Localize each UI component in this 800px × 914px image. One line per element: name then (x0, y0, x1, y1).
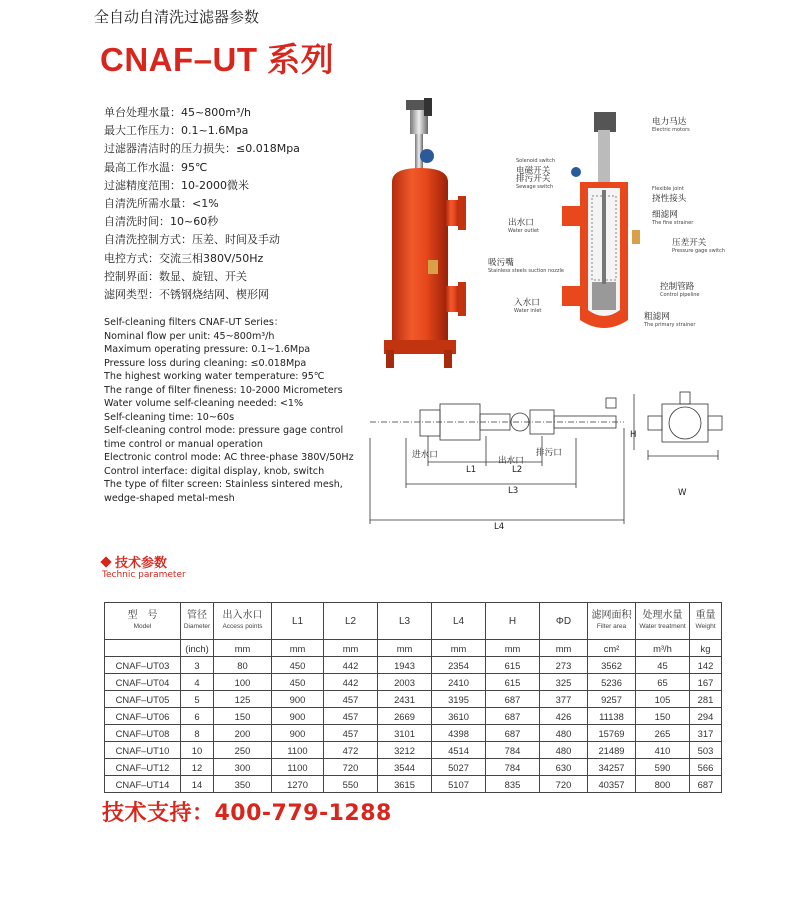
header-label: L1 (291, 615, 304, 627)
table-cell: 3562 (588, 657, 636, 674)
table-cell: 450 (272, 674, 324, 691)
table-header-cell (105, 603, 181, 640)
table-cell: 3615 (378, 776, 432, 793)
page-heading: 全自动自清洗过滤器参数 (94, 8, 260, 26)
table-cell: 3101 (378, 725, 432, 742)
table-cell: 2431 (378, 691, 432, 708)
table-cell: 3195 (432, 691, 486, 708)
table-cell: 550 (324, 776, 378, 793)
table-row (105, 776, 722, 793)
table-cell: 4 (181, 674, 214, 691)
table-header-cell (181, 603, 214, 640)
table-cell: 784 (486, 759, 540, 776)
table-cell: 65 (636, 674, 690, 691)
table-cell: 200 (214, 725, 272, 742)
table-cell: 34257 (588, 759, 636, 776)
table-cell: CNAF–UT14 (105, 776, 181, 793)
table-cell: 835 (486, 776, 540, 793)
spec-line-cn: 自清洗所需水量：<1% (104, 197, 219, 211)
callout-pressure: 压差开关 Pressure gage switch (672, 238, 725, 254)
spec-line-en: The highest working water temperature: 95℃ (104, 371, 325, 382)
unit-cell: mm (540, 640, 588, 657)
table-cell: 3 (181, 657, 214, 674)
series-title: CNAF–UT 系列 (100, 41, 335, 78)
table-cell: 480 (540, 725, 588, 742)
table-cell: 281 (690, 691, 722, 708)
specs-english (104, 316, 384, 505)
unit-cell: mm (378, 640, 432, 657)
spec-line-cn: 最大工作压力：0.1~1.6Mpa (104, 124, 249, 138)
spec-line-cn: 过滤精度范围：10-2000微米 (104, 178, 249, 192)
table-row (105, 657, 722, 674)
spec-line-cn: 电控方式：交流三相380V/50Hz (104, 251, 264, 265)
unit-cell: mm (214, 640, 272, 657)
table-cell: 457 (324, 725, 378, 742)
table-cell: 12 (181, 759, 214, 776)
table-row (105, 708, 722, 725)
table-cell: 615 (486, 674, 540, 691)
table-cell: 105 (636, 691, 690, 708)
spec-line-cn: 滤网类型：不锈钢烧结网、楔形网 (104, 288, 269, 302)
header-label: L2 (344, 615, 357, 627)
table-cell: 687 (690, 776, 722, 793)
header-label: 管径 (187, 610, 207, 621)
spec-line-cn: 单台处理水量：45~800m³/h (104, 106, 252, 119)
table-cell: 457 (324, 708, 378, 725)
callout-solenoid: Solenoid switch 电磁开关 (516, 158, 556, 176)
table-cell: 630 (540, 759, 588, 776)
table-cell: 687 (486, 691, 540, 708)
callout-primary: 粗滤网 The primary strainer (644, 312, 696, 328)
table-row (105, 759, 722, 776)
table-cell: 687 (486, 725, 540, 742)
spec-line-en: Self-cleaning time: 10~60s (104, 411, 235, 423)
dim-inlet-label: 进水口 (412, 450, 438, 460)
table-header-cell (324, 603, 378, 640)
dim-L1: L1 (466, 465, 477, 475)
dimension-drawing (366, 388, 726, 532)
dim-W: W (678, 488, 687, 498)
dim-H: H (630, 430, 637, 440)
callout-sewage: 排污开关 Sewage switch (516, 174, 554, 190)
parameter-table (104, 602, 722, 793)
table-cell: 377 (540, 691, 588, 708)
header-label: 出入水口 (222, 610, 263, 621)
table-row (105, 674, 722, 691)
table-header-cell (214, 603, 272, 640)
table-cell: 167 (690, 674, 722, 691)
table-cell: CNAF–UT12 (105, 759, 181, 776)
table-cell: 720 (540, 776, 588, 793)
filter-cutaway-image (558, 110, 648, 338)
table-cell: 900 (272, 708, 324, 725)
table-cell: 21489 (588, 742, 636, 759)
tech-section-subtitle: Technic parameter (102, 570, 186, 580)
table-cell: 142 (690, 657, 722, 674)
table-cell: 300 (214, 759, 272, 776)
table-header-cell (636, 603, 690, 640)
diamond-icon (100, 556, 111, 567)
dim-drain-label: 排污口 (536, 448, 562, 458)
header-label: H (508, 615, 517, 627)
spec-line-en: wedge-shaped metal-mesh (104, 492, 235, 504)
callout-outlet: 出水口 Water outlet (508, 218, 539, 234)
spec-line-cn: 自清洗控制方式：压差、时间及手动 (104, 233, 280, 247)
unit-cell: mm (432, 640, 486, 657)
spec-line-en: Self-cleaning filters CNAF-UT Series： (104, 317, 284, 328)
table-row (105, 691, 722, 708)
dim-L4: L4 (494, 522, 505, 532)
table-cell: 480 (540, 742, 588, 759)
table-cell: 125 (214, 691, 272, 708)
table-cell: 150 (636, 708, 690, 725)
table-cell: 1943 (378, 657, 432, 674)
spec-line-en: Pressure loss during cleaning: ≤0.018Mpa (104, 357, 307, 369)
spec-line-en: Electronic control mode: AC three-phase 380V/50Hz (104, 452, 354, 463)
unit-cell: (inch) (181, 640, 214, 657)
table-cell: 426 (540, 708, 588, 725)
spec-line-en: Water volume self-cleaning needed: <1% (104, 398, 304, 409)
table-cell: 45 (636, 657, 690, 674)
unit-cell (105, 640, 181, 657)
table-cell: 40357 (588, 776, 636, 793)
spec-line-en: The type of filter screen: Stainless sintered mesh, (104, 479, 343, 490)
unit-cell: kg (690, 640, 722, 657)
table-cell: 10 (181, 742, 214, 759)
table-cell: 14 (181, 776, 214, 793)
table-cell: 503 (690, 742, 722, 759)
spec-line-en: Control interface: digital display, knob, switch (104, 465, 325, 477)
spec-line-cn: 最高工作水温：95℃ (104, 160, 208, 174)
unit-cell: mm (272, 640, 324, 657)
table-cell: 3610 (432, 708, 486, 725)
tech-support-line: 技术支持：400-779-1288 (102, 801, 392, 826)
table-cell: 250 (214, 742, 272, 759)
spec-line-en: The range of filter fineness: 10-2000 Micrometers (104, 384, 343, 396)
table-cell: 1100 (272, 759, 324, 776)
unit-cell: mm (324, 640, 378, 657)
tech-section-title: 技术参数 (102, 552, 167, 571)
header-label: 型 号 (127, 610, 158, 621)
table-cell: 8 (181, 725, 214, 742)
table-cell: 150 (214, 708, 272, 725)
table-cell: 325 (540, 674, 588, 691)
callout-nozzle: 吸污嘴 Stainless steels suction nozzle (488, 258, 564, 274)
spec-line-en: Maximum operating pressure: 0.1~1.6Mpa (104, 344, 311, 355)
table-cell: CNAF–UT04 (105, 674, 181, 691)
table-cell: 410 (636, 742, 690, 759)
table-cell: 5027 (432, 759, 486, 776)
callout-fine: 细滤网 The fine strainer (652, 210, 694, 226)
table-cell: CNAF–UT08 (105, 725, 181, 742)
table-header-cell (378, 603, 432, 640)
table-header-cell (690, 603, 722, 640)
table-cell: 442 (324, 657, 378, 674)
table-cell: CNAF–UT03 (105, 657, 181, 674)
header-sublabel: Access points (222, 623, 263, 630)
table-cell: 294 (690, 708, 722, 725)
table-cell: 2354 (432, 657, 486, 674)
table-cell: 2669 (378, 708, 432, 725)
table-cell: 6 (181, 708, 214, 725)
table-cell: CNAF–UT05 (105, 691, 181, 708)
dim-outlet-label: 出水口 (498, 456, 524, 466)
table-header-cell (540, 603, 588, 640)
table-cell: 2003 (378, 674, 432, 691)
table-cell: 11138 (588, 708, 636, 725)
table-cell: 265 (636, 725, 690, 742)
table-cell: 5107 (432, 776, 486, 793)
table-cell: 1270 (272, 776, 324, 793)
table-units-row (105, 640, 722, 657)
header-label: L4 (452, 615, 465, 627)
table-row (105, 742, 722, 759)
header-sublabel: Filter area (596, 623, 627, 630)
table-cell: 800 (636, 776, 690, 793)
unit-cell: mm (486, 640, 540, 657)
dim-L3: L3 (508, 486, 519, 496)
header-sublabel: Water treatment (639, 623, 686, 630)
table-cell: 457 (324, 691, 378, 708)
table-cell: 590 (636, 759, 690, 776)
table-header-cell (272, 603, 324, 640)
table-cell: CNAF–UT06 (105, 708, 181, 725)
header-label: 滤网面积 (591, 610, 632, 621)
callout-flexible: Flexible joint 挠性接头 (652, 186, 687, 204)
header-label: ΦD (555, 615, 572, 627)
unit-cell: m³/h (636, 640, 690, 657)
table-cell: 3212 (378, 742, 432, 759)
header-label: L3 (398, 615, 411, 627)
table-cell: 900 (272, 691, 324, 708)
header-sublabel: Model (133, 623, 152, 630)
table-cell: 4514 (432, 742, 486, 759)
table-cell: 4398 (432, 725, 486, 742)
header-sublabel: Weight (695, 623, 716, 630)
spec-line-en: time control or manual operation (104, 438, 263, 450)
table-cell: 15769 (588, 725, 636, 742)
spec-line-en: Self-cleaning control mode: pressure gage control (104, 425, 344, 436)
table-cell: 80 (214, 657, 272, 674)
unit-cell: cm² (588, 640, 636, 657)
callout-control: 控制管路 Control pipeline (660, 282, 700, 298)
header-label: 重量 (695, 610, 716, 621)
table-cell: 687 (486, 708, 540, 725)
table-cell: 720 (324, 759, 378, 776)
table-header-cell (432, 603, 486, 640)
header-label: 处理水量 (642, 610, 683, 621)
table-header-cell (588, 603, 636, 640)
table-cell: 100 (214, 674, 272, 691)
table-cell: 3544 (378, 759, 432, 776)
dim-L2: L2 (512, 465, 523, 475)
table-cell: CNAF–UT10 (105, 742, 181, 759)
table-header-cell (486, 603, 540, 640)
callout-inlet: 入水口 Water inlet (514, 298, 542, 314)
spec-line-cn: 自清洗时间：10~60秒 (104, 215, 219, 229)
table-header-row (105, 603, 722, 640)
table-cell: 784 (486, 742, 540, 759)
table-cell: 5 (181, 691, 214, 708)
spec-line-cn: 控制界面：数显、旋钮、开关 (104, 269, 247, 283)
filter-product-image (380, 96, 480, 374)
table-cell: 5236 (588, 674, 636, 691)
table-cell: 442 (324, 674, 378, 691)
table-cell: 350 (214, 776, 272, 793)
table-cell: 566 (690, 759, 722, 776)
table-cell: 615 (486, 657, 540, 674)
spec-line-cn: 过滤器清洁时的压力损失：≤0.018Mpa (104, 142, 300, 156)
specs-chinese (104, 104, 300, 304)
table-cell: 317 (690, 725, 722, 742)
table-cell: 900 (272, 725, 324, 742)
callout-motor: 电力马达 Electric motors (652, 117, 690, 133)
table-row (105, 725, 722, 742)
header-sublabel: Diameter (183, 623, 211, 630)
table-cell: 472 (324, 742, 378, 759)
table-cell: 273 (540, 657, 588, 674)
table-cell: 9257 (588, 691, 636, 708)
table-cell: 1100 (272, 742, 324, 759)
table-cell: 450 (272, 657, 324, 674)
spec-line-en: Nominal flow per unit: 45~800m³/h (104, 330, 275, 342)
table-cell: 2410 (432, 674, 486, 691)
